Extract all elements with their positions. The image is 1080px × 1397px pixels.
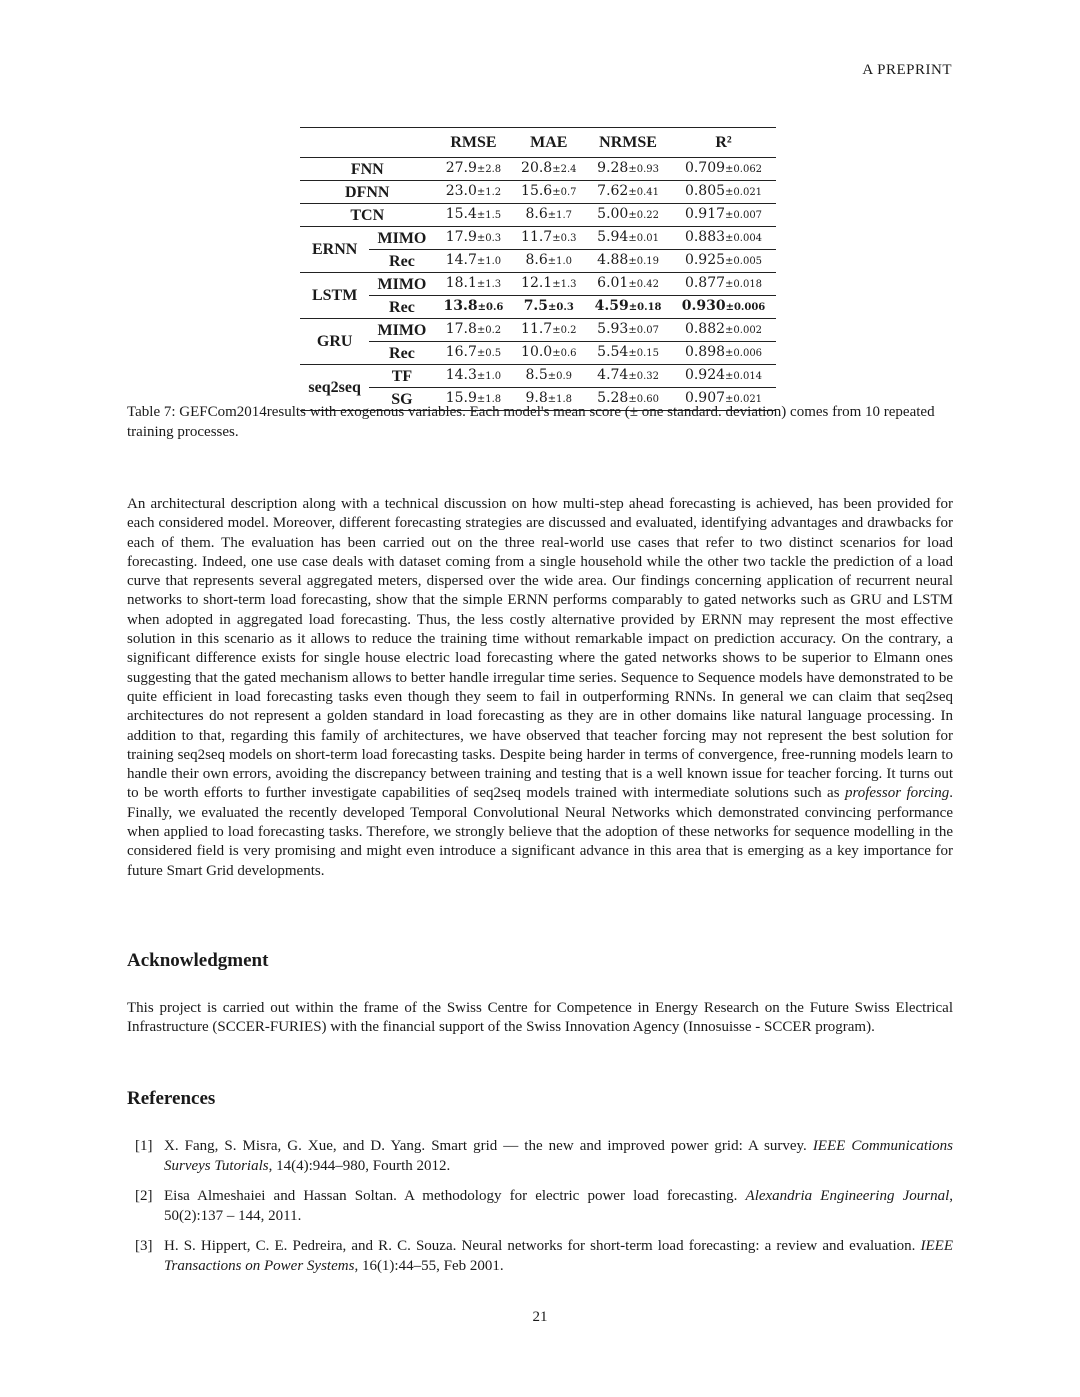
cell-std: ±0.42 [628, 279, 659, 290]
cell-std: ±0.007 [725, 210, 763, 221]
header-rest: PREPRINT [877, 62, 952, 78]
cell-std: ±0.01 [628, 233, 659, 244]
reference-item [127, 1237, 953, 1276]
cell-mean: 23.0 [445, 183, 477, 199]
table-cell [585, 158, 671, 181]
cell-std: ±1.8 [547, 394, 573, 405]
cell-std: ±0.6 [477, 302, 504, 313]
table-cell [512, 296, 585, 319]
table-cell [435, 296, 513, 319]
table-cell [585, 181, 671, 204]
variant-name: MIMO [369, 227, 434, 250]
table-cell [671, 296, 776, 319]
running-header [862, 62, 952, 79]
table-cell [512, 319, 585, 342]
table-row [300, 250, 776, 273]
cell-std: ±0.6 [552, 348, 577, 359]
table-cell [435, 365, 513, 388]
table-cell [671, 181, 776, 204]
reference-list [127, 1137, 953, 1287]
table-cell [671, 342, 776, 365]
cell-mean: 5.93 [597, 321, 629, 337]
table-cell [585, 204, 671, 227]
cell-mean: 15.9 [445, 390, 477, 406]
cell-mean: 0.883 [684, 229, 726, 245]
cell-mean: 17.8 [445, 321, 477, 337]
cell-mean: 8.6 [525, 252, 548, 268]
model-name: DFNN [300, 181, 435, 204]
cell-std: ±0.18 [628, 302, 662, 313]
cell-std: ±1.2 [476, 187, 502, 198]
cell-mean: 7.62 [597, 183, 629, 199]
cell-mean: 0.709 [684, 160, 726, 176]
cell-mean: 0.898 [684, 344, 726, 360]
table-cell [671, 365, 776, 388]
reference-details: , 14(4):944–980, Fourth 2012. [268, 1157, 451, 1174]
cell-mean: 4.74 [597, 367, 629, 383]
cell-std: ±0.15 [628, 348, 659, 359]
table-cell [435, 227, 513, 250]
cell-std: ±0.3 [548, 302, 574, 313]
cell-mean: 14.7 [445, 252, 477, 268]
cell-std: ±1.0 [476, 371, 502, 382]
cell-std: ±1.3 [476, 279, 502, 290]
reference-text: H. S. Hippert, C. E. Pedreira, and R. C. Souza. Neural networks for short-term load forecasting: a review and evaluation. [164, 1238, 921, 1254]
reference-venue: Alexandria Engineering Journal [745, 1188, 950, 1204]
table-cell [512, 273, 585, 296]
cell-std: ±0.7 [552, 187, 577, 198]
model-name: GRU [300, 319, 369, 365]
cell-std: ±0.93 [628, 164, 659, 175]
reference-details: , 16(1):44–55, Feb 2001. [354, 1257, 504, 1274]
cell-mean: 8.5 [525, 367, 548, 383]
cell-std: ±1.0 [547, 256, 573, 267]
cell-mean: 11.7 [521, 321, 553, 337]
cell-mean: 0.917 [684, 206, 726, 222]
variant-name: SG [369, 388, 434, 411]
table-cell [585, 342, 671, 365]
variant-name: Rec [369, 342, 434, 365]
refs-heading: References [127, 1088, 216, 1109]
table-cell [671, 227, 776, 250]
cell-mean: 0.805 [684, 183, 726, 199]
reference-item [127, 1187, 953, 1226]
table-cell [512, 204, 585, 227]
cell-mean: 4.88 [597, 252, 629, 268]
reference-number: [3] [135, 1238, 153, 1254]
cell-std: ±0.006 [725, 348, 763, 359]
body-text-part2: . Finally, we evaluated the recently developed Temporal Convolutional Neural Networks which demonstrated convincing performance when applied to load forecasting tasks. Therefore, we strongly believe that the adoption of these networks for sequence modelling in the considered field is very promising and might even introduce a significant advance in this area that is emerging as a key importance for future Smart Grid developments. [127, 785, 953, 879]
cell-std: ±0.004 [725, 233, 763, 244]
model-name: ERNN [300, 227, 369, 273]
variant-name: Rec [369, 296, 434, 319]
table-cell [671, 204, 776, 227]
model-name: LSTM [300, 273, 369, 319]
table-row [300, 181, 776, 204]
table-cell [671, 273, 776, 296]
cell-mean: 11.7 [521, 229, 553, 245]
table-cell [585, 273, 671, 296]
table-cell [512, 250, 585, 273]
cell-std: ±1.3 [552, 279, 577, 290]
table-cell [585, 319, 671, 342]
table-cell [435, 342, 513, 365]
cell-mean: 5.94 [597, 229, 629, 245]
results-table [300, 127, 776, 411]
reference-item [127, 1137, 953, 1176]
cell-mean: 0.882 [684, 321, 726, 337]
cell-std: ±2.8 [476, 164, 502, 175]
reference-text: Eisa Almeshaiei and Hassan Soltan. A methodology for electric power load forecasting. [164, 1188, 746, 1204]
cell-mean: 4.59 [594, 298, 629, 314]
table-cell [435, 158, 513, 181]
cell-mean: 0.930 [681, 298, 726, 314]
cell-std: ±0.021 [725, 394, 763, 405]
cell-std: ±0.32 [628, 371, 659, 382]
variant-name: Rec [369, 250, 434, 273]
body-text-italic: professor forcing [844, 785, 950, 802]
table-row [300, 227, 776, 250]
cell-std: ±0.014 [725, 371, 763, 382]
table-cell [671, 319, 776, 342]
cell-mean: 0.924 [684, 367, 726, 383]
variant-name: MIMO [369, 273, 434, 296]
reference-text: X. Fang, S. Misra, G. Xue, and D. Yang. Smart grid — the new and improved power grid: A survey. [164, 1138, 813, 1154]
cell-std: ±0.062 [725, 164, 763, 175]
cell-std: ±1.5 [476, 210, 502, 221]
cell-mean: 6.01 [597, 275, 629, 291]
table-cell [512, 181, 585, 204]
cell-std: ±2.4 [552, 164, 577, 175]
table-row [300, 342, 776, 365]
cell-mean: 9.8 [525, 390, 548, 406]
reference-details: , 50(2):137 – 144, 2011. [164, 1188, 953, 1224]
table-cell [512, 158, 585, 181]
col-rmse: RMSE [435, 128, 513, 158]
table-cell [435, 319, 513, 342]
cell-std: ±0.018 [725, 279, 763, 290]
table-cell [435, 273, 513, 296]
cell-mean: 0.877 [684, 275, 726, 291]
col-mae: MAE [512, 128, 585, 158]
body-text-part1: An architectural description along with a technical discussion on how multi-step ahead forecasting is achieved, has been provided for each considered model. Moreover, different forecasting strategies are discussed and evaluated, identifying advantages and drawbacks for each of them. The evaluation has been carried out on the three real-world use cases that refer to two distinct scenarios for load forecasting. Indeed, one use case deals with dataset coming from a single household while the other two tackle the prediction of a load curve that represents several aggregated meters, dispersed over the wide area. Our findings concerning application of recurrent neural networks to short-term load forecasting, show that the simple ERNN performs comparably to gated networks such as GRU and LSTM when adopted in aggregated load forecasting. Thus, the less costly alternative provided by ERNN may represent the most effective solution in this scenario as it allows to reduce the training time without remarkable impact on prediction accuracy. On the contrary, a significant difference exists for single house electric load forecasting where the gated networks shows to be superior to Elmann ones suggesting that the gated mechanism allows to better handle irregular time series. Sequence to Sequence models have demonstrated to be quite efficient in load forecasting tasks even though they seem to fail in outperforming RNNs. In general we can claim that seq2seq architectures do not represent a golden standard in load forecasting as they are in other domains like natural language processing. In addition to that, regarding this family of architectures, we have observed that teacher forcing may not represent the best solution for training seq2seq models on short-term load forecasting tasks. Despite being harder in terms of convergence, free-running models learn to handle their own errors, avoiding the discrepancy between training and testing that is a well known issue for teacher forcing. It turns out to be worth efforts to further investigate capabilities of seq2seq models trained with intermediate solutions such as [127, 496, 953, 802]
table-caption: Table 7: GEFCom2014results with exogenous variables. Each model's mean score (± one standard. deviation) comes from 10 repeated training processes. [127, 404, 935, 440]
cell-mean: 15.4 [445, 206, 477, 222]
cell-std: ±1.0 [476, 256, 502, 267]
reference-number: [1] [135, 1138, 153, 1154]
table-row [300, 204, 776, 227]
cell-mean: 10.0 [521, 344, 553, 360]
col-r2: R² [671, 128, 776, 158]
cell-std: ±0.60 [628, 394, 659, 405]
cell-mean: 17.9 [445, 229, 477, 245]
table-cell [435, 250, 513, 273]
cell-mean: 0.925 [684, 252, 726, 268]
cell-std: ±0.021 [725, 187, 763, 198]
table-cell [671, 158, 776, 181]
table-row [300, 296, 776, 319]
cell-mean: 9.28 [597, 160, 629, 176]
cell-mean: 20.8 [521, 160, 553, 176]
cell-mean: 18.1 [445, 275, 477, 291]
table-cell [512, 365, 585, 388]
model-name: FNN [300, 158, 435, 181]
cell-std: ±0.2 [552, 325, 577, 336]
cell-std: ±0.41 [628, 187, 659, 198]
cell-std: ±0.5 [476, 348, 502, 359]
body-paragraph [127, 495, 953, 881]
table-row [300, 319, 776, 342]
cell-mean: 14.3 [445, 367, 477, 383]
model-name: TCN [300, 204, 435, 227]
table-cell [585, 365, 671, 388]
cell-mean: 15.6 [521, 183, 553, 199]
table-row [300, 273, 776, 296]
ack-heading: Acknowledgment [127, 950, 269, 971]
cell-std: ±0.005 [725, 256, 763, 267]
table-cell [512, 227, 585, 250]
header-blank [300, 128, 435, 158]
table-cell [671, 250, 776, 273]
cell-std: ±0.002 [725, 325, 763, 336]
table-cell [585, 296, 671, 319]
reference-venue: IEEE Communications Surveys Tutorials [164, 1138, 953, 1174]
cell-std: ±0.3 [552, 233, 577, 244]
reference-venue: IEEE Transactions on Power Systems [164, 1238, 953, 1274]
cell-std: ±0.07 [628, 325, 659, 336]
table-cell [585, 227, 671, 250]
table-cell [512, 342, 585, 365]
table-cell [585, 250, 671, 273]
ack-text: This project is carried out within the frame of the Swiss Centre for Competence in Energy Research on the Future Swiss Electrical Infrastructure (SCCER-FURIES) with the financial support of the Swiss Innovation Agency (Innosuisse - SCCER program). [127, 1000, 953, 1036]
cell-std: ±0.3 [476, 233, 502, 244]
cell-std: ±0.19 [628, 256, 659, 267]
table-cell [435, 181, 513, 204]
cell-std: ±0.006 [725, 302, 766, 313]
cell-std: ±0.9 [547, 371, 573, 382]
cell-mean: 13.8 [443, 298, 478, 314]
table-row [300, 158, 776, 181]
cell-mean: 16.7 [445, 344, 477, 360]
cell-std: ±0.22 [628, 210, 659, 221]
model-name: seq2seq [300, 365, 369, 411]
cell-mean: 0.907 [684, 390, 726, 406]
cell-mean: 7.5 [523, 298, 549, 314]
cell-mean: 8.6 [525, 206, 548, 222]
page-number: 21 [532, 1309, 548, 1325]
variant-name: MIMO [369, 319, 434, 342]
cell-mean: 5.28 [597, 390, 629, 406]
reference-number: [2] [135, 1188, 153, 1204]
cell-mean: 5.00 [597, 206, 629, 222]
cell-std: ±1.7 [547, 210, 573, 221]
cell-mean: 5.54 [597, 344, 629, 360]
table-row [300, 365, 776, 388]
cell-std: ±1.8 [476, 394, 502, 405]
cell-mean: 27.9 [445, 160, 477, 176]
variant-name: TF [369, 365, 434, 388]
cell-std: ±0.2 [476, 325, 502, 336]
header-first: A [862, 62, 873, 78]
table-header-row [300, 128, 776, 158]
col-nrmse: NRMSE [585, 128, 671, 158]
table-cell [435, 204, 513, 227]
cell-mean: 12.1 [521, 275, 553, 291]
